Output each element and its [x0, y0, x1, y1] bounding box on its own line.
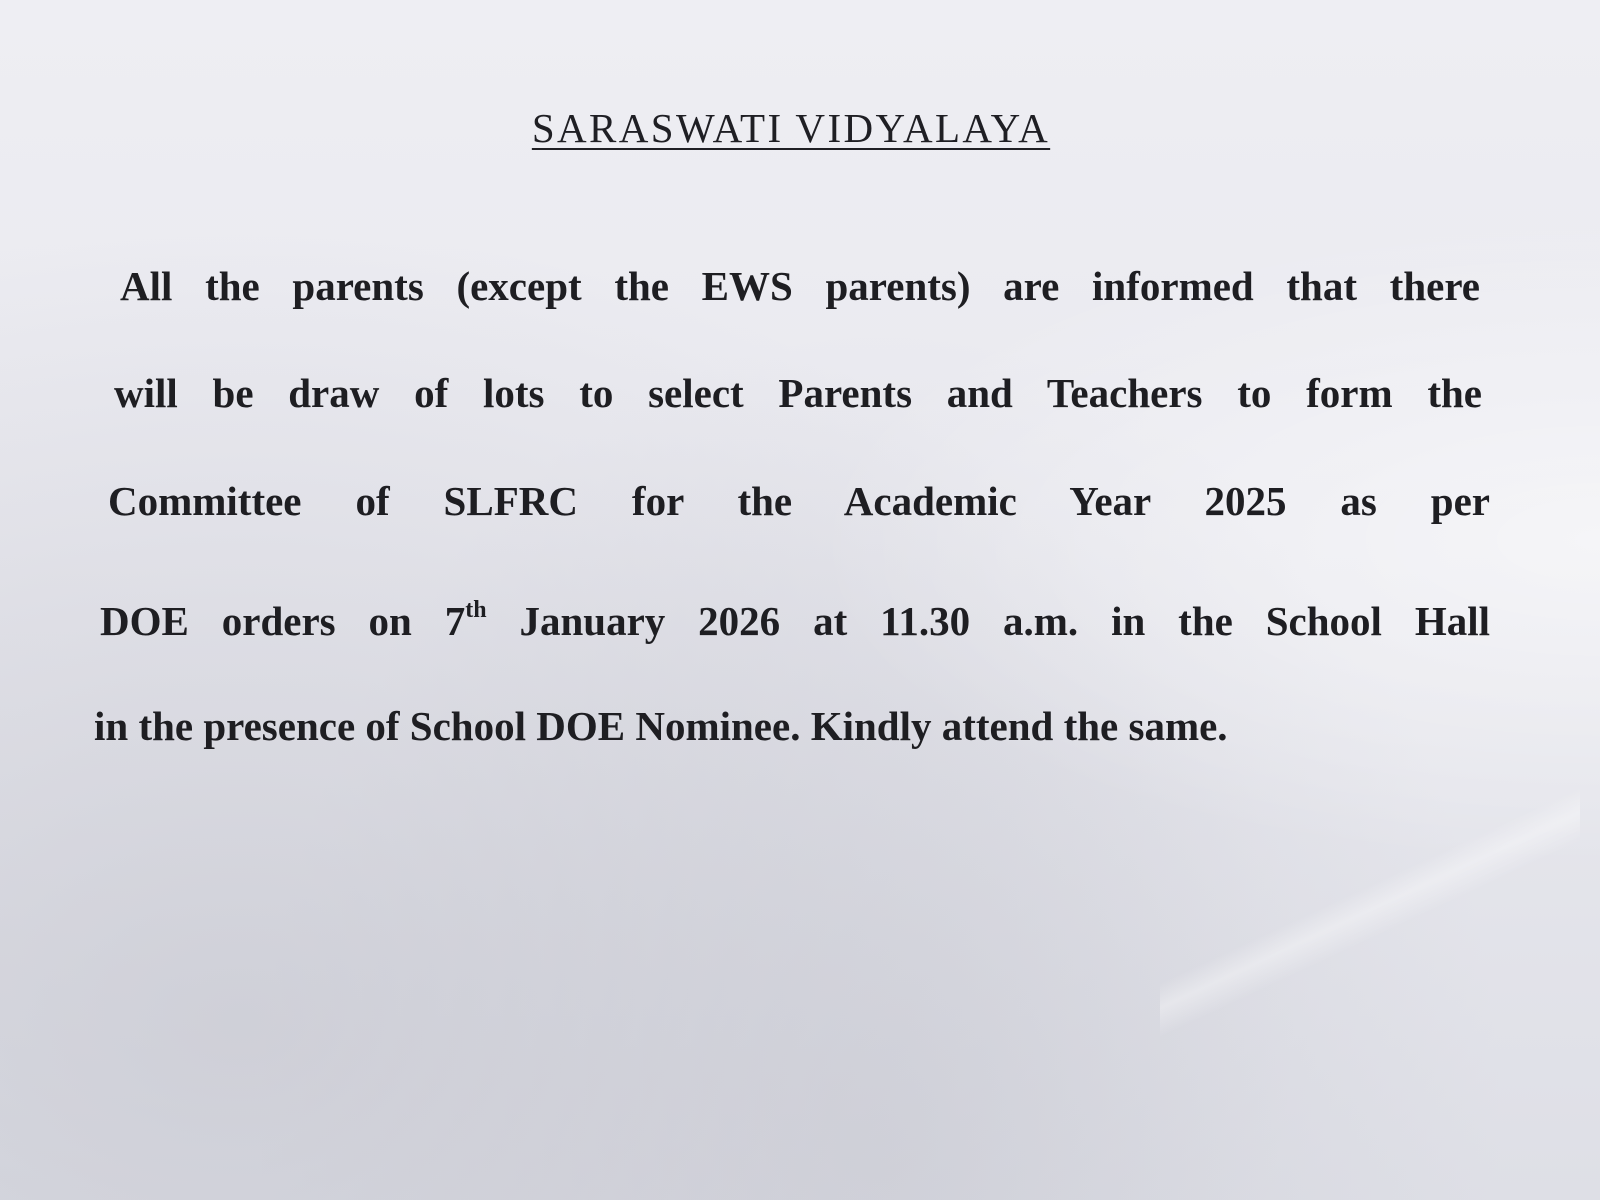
- paper-crease: [1160, 760, 1580, 1060]
- notice-line-4-start: DOE orders on 7: [100, 598, 466, 644]
- notice-line-1: All the parents (except the EWS parents) are informed that there: [120, 263, 1480, 309]
- school-title-text: SARASWATI VIDYALAYA: [531, 105, 1051, 151]
- notice-line-4: [100, 586, 1490, 645]
- notice-line-4-rest: January 2026 at 11.30 a.m. in the School Hall: [486, 598, 1491, 644]
- notice-line-5: in the presence of School DOE Nominee. Kindly attend the same.: [94, 703, 1228, 749]
- notice-line-2: will be draw of lots to select Parents and Teachers to form the: [114, 370, 1482, 416]
- school-title: [0, 104, 1582, 152]
- date-ordinal-suffix: th: [465, 597, 487, 623]
- notice-line-3: Committee of SLFRC for the Academic Year 2025 as per: [108, 478, 1490, 524]
